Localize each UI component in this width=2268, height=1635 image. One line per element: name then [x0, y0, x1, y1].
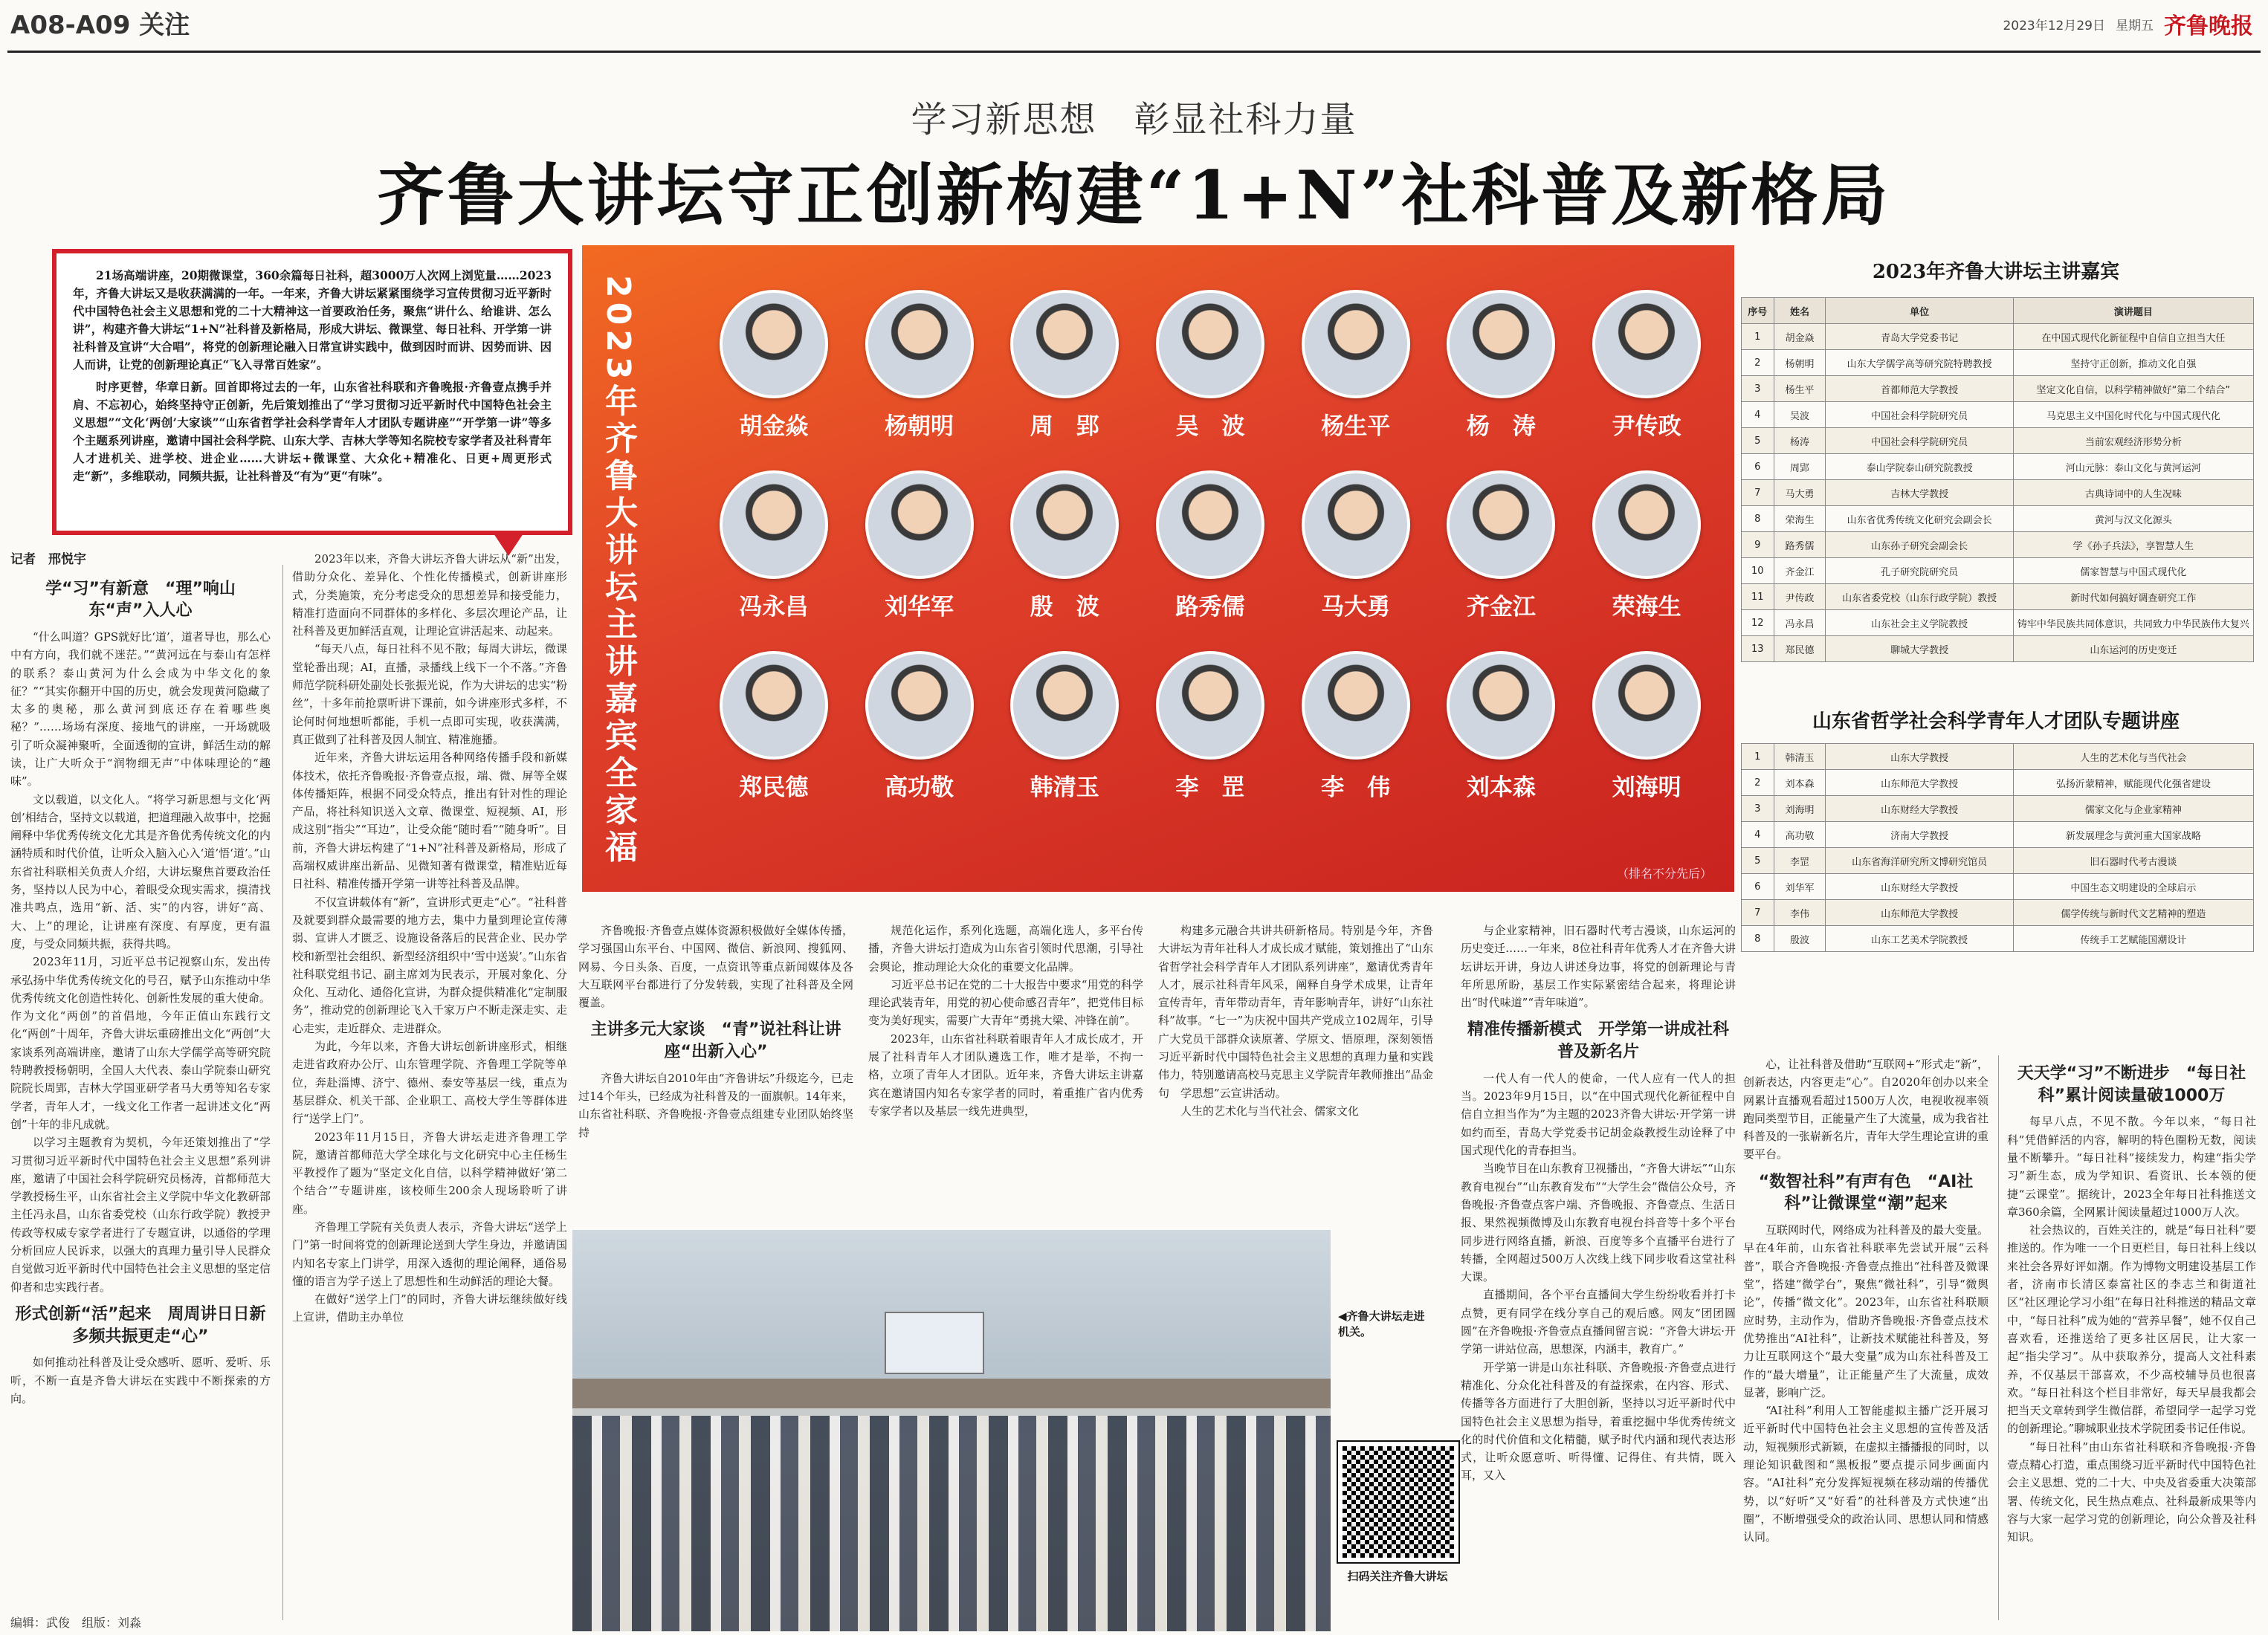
speaker-name: 杨生平 [1321, 413, 1391, 440]
speaker-name: 刘海明 [1612, 774, 1681, 801]
speakers-table [1741, 297, 2254, 662]
summary-paragraph: 21场高端讲座，20期微课堂，360余篇每日社科，超3000万人次网上浏览量……2023年，齐鲁大讲坛又是收获满满的一年。一年来，齐鲁大讲坛紧紧围绕学习宣传贯彻习近平新时代中国特色社会主义思想和党的二十大精神这一首要政治任务，聚焦“讲什么、给谁讲、怎么讲”，构建齐鲁大讲坛“1+N”社科普及新格局，形成大讲坛、微课堂、每日社科、开学第一讲社科普及宣讲“大合唱”，将党的创新理论融入日常宣讲实践中，做到因时而讲、因势而讲、因人而讲，让党的创新理论真正“飞入寻常百姓家”。 [73, 268, 552, 372]
article-column-6 [1461, 922, 1736, 1613]
speaker-card [1283, 470, 1429, 621]
paragraph: 开学第一讲是山东社科联、齐鲁晚报·齐鲁壹点进行精准化、分众化社科普及的有益探索，在内容、形式、传播等各方面进行了大胆创新，坚持以习近平新时代中国特色社会主义思想为指导，着重挖掘中华优秀传统文化的时代价值和文化精髓，赋予时代内涵和现代表达形式，让听众愿意听、听得懂、记得住、有共情，既入耳，又入 [1461, 1360, 1736, 1483]
speaker-portrait [1302, 470, 1410, 579]
speaker-card [1137, 470, 1283, 621]
speaker-portrait [1592, 470, 1701, 579]
paragraph: “每日社科”由山东省社科联和齐鲁晚报·齐鲁壹点精心打造，重点围绕习近平新时代中国特色社会主义思想、党的二十大、中央及省委重大决策部署、传统文化，民生热点难点、社科最新成果等内容与大家一起学习党的创新理论，向公众普及社科知识。 [2007, 1440, 2256, 1544]
table-cell: 坚持守正创新，推动文化自强 [2013, 350, 2253, 376]
speaker-name: 刘华军 [885, 594, 954, 621]
speaker-portrait [1302, 290, 1410, 398]
table2-title: 山东省哲学社会科学青年人才团队专题讲座 [1812, 710, 2180, 733]
table-cell: 6 [1742, 454, 1774, 480]
table-cell: 12 [1742, 610, 1774, 636]
byline: 记者 邢悦宇 [10, 552, 86, 567]
paragraph: 齐鲁晚报·齐鲁壹点媒体资源积极做好全媒体传播，学习强国山东平台、中国网、微信、新浪网、搜狐网、网易、今日头条、百度，一点资讯等重点新闻媒体及各大互联网平台都进行了分发转载，实现了社科普及全网覆盖。 [578, 924, 853, 1010]
speaker-card [992, 290, 1137, 441]
paragraph: 每早八点，不见不散。今年以来，“每日社科”凭借鲜活的内容，解明的特色圈粉无数，阅读量不断攀升。“每日社科”接续发力，构建“指尖学习”新生态，成为学知识、看资讯、长本领的便捷“云课堂”。据统计，2023全年每日社科推送文章360余篇，全网累计阅读量超过1000万人次。 [2007, 1115, 2256, 1219]
article-column-2 [292, 550, 567, 1613]
table-row [1742, 770, 2254, 796]
headline: 齐鲁大讲坛守正创新构建“1+N”社科普及新格局 [377, 156, 1891, 235]
table-cell: 8 [1742, 506, 1774, 532]
speaker-name: 荣海生 [1612, 594, 1681, 621]
photo-caption: ◀齐鲁大讲坛走进机关。 [1338, 1309, 1425, 1338]
table-cell: 济南大学教授 [1826, 822, 2013, 848]
table-cell: 刘华军 [1774, 874, 1826, 900]
table-cell: 古典诗词中的人生况味 [2013, 480, 2253, 506]
table-cell: 山东省委党校（山东行政学院）教授 [1826, 584, 2013, 610]
table-cell: 11 [1742, 584, 1774, 610]
table-cell: 山东运河的历史变迁 [2013, 636, 2253, 662]
table-row [1742, 926, 2254, 952]
article-column-7 [1743, 1055, 1988, 1613]
speaker-name: 李 伟 [1321, 774, 1391, 801]
table-cell: 山东孙子研究会副会长 [1826, 532, 2013, 558]
table-cell: 儒家文化与企业家精神 [2013, 796, 2253, 822]
speaker-portrait [1447, 651, 1555, 760]
speaker-name: 杨 涛 [1466, 413, 1536, 440]
subheading: “数智社科”有声有色 “AI社科”让微课堂“潮”起来 [1758, 1172, 1974, 1214]
table-row [1742, 402, 2254, 428]
brand-logo: 齐鲁晚报 [2164, 13, 2253, 39]
table-cell: 山东财经大学教授 [1826, 796, 2013, 822]
table-row [1742, 900, 2254, 926]
table-cell: 黄河与汉文化源头 [2013, 506, 2253, 532]
paragraph: 为此，今年以来，齐鲁大讲坛创新讲座形式，相继走进省政府办公厅、山东管理学院、齐鲁理工学院等单位，奔赴淄博、济宁、德州、泰安等基层一线，重点为基层群众、机关干部、企业职工、高校大学生等群体进行“送学上门”。 [292, 1040, 567, 1126]
summary-paragraph: 时序更替，华章日新。回首即将过去的一年，山东省社科联和齐鲁晚报·齐鲁壹点携手并肩、不忘初心，始终坚持守正创新，先后策划推出了“学习贯彻习近平新时代中国特色社会主义思想”“文化‘两创’大家谈”“山东省哲学社会科学青年人才团队专题讲座”“开学第一讲”等多个主题系列讲座，邀请中国社会科学院、山东大学、吉林大学等知名院校专家学者及社科青年人才进机关、进学校、进企业……大讲坛+微课堂、大众化+精准化、日更+周更形式走“新”，多维联动，同频共振，让社科普及“有为”更“有味”。 [73, 380, 552, 484]
table-cell: 1 [1742, 324, 1774, 350]
speaker-card [1283, 290, 1429, 441]
speaker-portrait [1156, 290, 1264, 398]
table-cell: 杨生平 [1774, 376, 1826, 402]
speaker-name: 杨朝明 [885, 413, 954, 440]
speaker-portrait [865, 651, 974, 760]
table-cell: 马大勇 [1774, 480, 1826, 506]
speaker-card [847, 290, 992, 441]
speaker-portrait [1447, 290, 1555, 398]
subheading: 学“习”有新意 “理”响山东“声”入人心 [45, 579, 236, 621]
speaker-card [847, 651, 992, 802]
table-cell: 聊城大学教授 [1826, 636, 2013, 662]
table-row [1742, 558, 2254, 584]
speaker-portrait [1010, 470, 1119, 579]
table-cell: 山东师范大学教授 [1826, 770, 2013, 796]
table-cell: 10 [1742, 558, 1774, 584]
paragraph: 习近平总书记在党的二十大报告中要求“用党的科学理论武装青年，用党的初心使命感召青年”，把党伟目标变为美好现实，需要广大青年“勇挑大梁、冲锋在前”。 [868, 977, 1143, 1028]
paragraph: 不仅宣讲载体有“新”，宣讲形式更走“心”。“社科普及就要到群众最需要的地方去，集中力量到理论宣传薄弱、宣讲人才匮乏、设施设备落后的民营企业、民办学校和新型社会组织、新型经济组织中‘雪中送炭’。”山东省社科联党组书记、副主席刘为民表示，开展对象化、分众化、互动化、通俗化宣讲，为群众提供精准化“定制服务”，推动党的创新理论飞入千家万户不断走深走实、走心走实，走近群众、走进群众。 [292, 895, 567, 1035]
paragraph: “AI社科”利用人工智能虚拟主播广泛开展习近平新时代中国特色社会主义思想的宣传普及活动，短视频形式新颖，在虚拟主播播报的同时，以理论知识截图和“黑板报”要点提示同步画面内容。“AI社科”充分发挥短视频在移动端的传播优势，以“好听”又“好看”的社科普及方式快速“出圈”，不断增强受众的政治认同、思想认同和情感认同。 [1743, 1404, 1988, 1544]
speaker-card [701, 470, 847, 621]
article-column-4 [868, 922, 1143, 1219]
paragraph: 规范化运作，系列化选题，高端化选人，多平台传播，齐鲁大讲坛打造成为山东省引领时代思潮，引导社会舆论，推动理论大众化的重要文化品牌。 [868, 924, 1143, 974]
speaker-card [701, 290, 847, 441]
issue-weekday: 星期五 [2116, 18, 2154, 33]
speaker-card [1283, 651, 1429, 802]
table-cell: 河山元脉：泰山文化与黄河运河 [2013, 454, 2253, 480]
table-cell: 山东财经大学教授 [1826, 874, 2013, 900]
speaker-portrait [720, 290, 828, 398]
table-row [1742, 506, 2254, 532]
table-cell: 5 [1742, 848, 1774, 874]
speaker-portrait [865, 290, 974, 398]
table-cell: 7 [1742, 480, 1774, 506]
speaker-name: 周 郢 [1030, 413, 1099, 440]
speaker-card [1574, 290, 1719, 441]
speakers-banner [582, 245, 1734, 892]
table-cell: 人生的艺术化与当代社会 [2013, 744, 2253, 770]
table-cell: 山东省海洋研究所文博研究馆员 [1826, 848, 2013, 874]
paragraph: 近年来，齐鲁大讲坛运用各种网络传播手段和新媒体技术，依托齐鲁晚报·齐鲁壹点报，端、微、屏等全媒体传播矩阵，根据不同受众特点，推出有针对性的理论产品，将社科知识送入文章、微课堂、短视频、AI，形成这别“指尖”“耳边”，让受众能“随时看”“随身听”。目前，齐鲁大讲坛构建了“1+N”社科普及新格局，形成了高端权威讲座出新品、见微知著有微课堂，精准贴近每日社科、精准传播开学第一讲等社科普及品牌。 [292, 751, 567, 891]
speaker-card [1574, 470, 1719, 621]
speaker-portrait [720, 651, 828, 760]
paragraph: 2023年11月，习近平总书记视察山东，发出传承弘扬中华优秀传统文化的号召，赋予山东推动中华优秀传统文化创造性转化、创新性发展的重大使命。作为文化“两创”的首倡地，今年正值山东践行文化“两创”十周年，齐鲁大讲坛重磅推出文化“两创”大家谈系列高端讲座，邀请了山东大学儒学高等研究院特聘教授杨朝明，全国人大代表、泰山学院泰山研究院院长周郢，吉林大学国亚研学者马大勇等知名专家学者，青年人才，一线文化工作者一起讲述文化“两创”十年的非凡成就。 [10, 955, 271, 1131]
table-cell: 孔子研究院研究员 [1826, 558, 2013, 584]
table-cell: 学《孙子兵法》，享智慧人生 [2013, 532, 2253, 558]
speaker-name: 尹传政 [1612, 413, 1681, 440]
table-cell: 中国社会科学院研究员 [1826, 428, 2013, 454]
table-cell: 刘海明 [1774, 796, 1826, 822]
table-row [1742, 796, 2254, 822]
table-header: 演讲题目 [2013, 298, 2253, 324]
table-cell: 泰山学院泰山研究院教授 [1826, 454, 2013, 480]
table-row [1742, 532, 2254, 558]
speaker-card [1429, 470, 1574, 621]
masthead [2003, 7, 2253, 40]
table-cell: 吉林大学教授 [1826, 480, 2013, 506]
table-cell: 2 [1742, 770, 1774, 796]
table-cell: 山东师范大学教授 [1826, 900, 2013, 926]
table-cell: 山东大学教授 [1826, 744, 2013, 770]
subheading: 天天学“习”不断进步 “每日社科”累计阅读量破1000万 [2017, 1064, 2246, 1105]
table-cell: 殷波 [1774, 926, 1826, 952]
section-label: A08-A09 关注 [10, 10, 190, 40]
table-cell: 李伟 [1774, 900, 1826, 926]
table-cell: 周郢 [1774, 454, 1826, 480]
paragraph: “每天八点，每日社科不见不散；每周大讲坛，微课堂轮番出现；AI，直播，录播线上线下一个不落。”齐鲁师范学院科研处副处长张振光说，作为大讲坛的忠实“粉丝”，十多年前抢票听讲下课前，如今讲座形式多样，不论何时何地想听都能，手机一点即可实现，收获满满，真正做到了社科普及因人制宜、精准施播。 [292, 642, 567, 746]
table-cell: 5 [1742, 428, 1774, 454]
paragraph: 齐鲁大讲坛自2010年由“齐鲁讲坛”升级迄今，已走过14个年头，已经成为社科普及的一面旗帜。14年来，山东省社科联、齐鲁晚报·齐鲁壹点组建专业团队始终坚持 [578, 1071, 853, 1139]
summary-box [52, 249, 572, 535]
table-cell: 山东大学儒学高等研究院特聘教授 [1826, 350, 2013, 376]
speaker-name: 冯永昌 [739, 594, 809, 621]
speaker-card [1429, 651, 1574, 802]
table-header: 姓名 [1774, 298, 1826, 324]
table-cell: 杨朝明 [1774, 350, 1826, 376]
table-cell: 郑民德 [1774, 636, 1826, 662]
subheading: 主讲多元大家谈 “青”说社科让讲座“出新入心” [590, 1020, 841, 1062]
table-cell: 中国社会科学院研究员 [1826, 402, 2013, 428]
speaker-name: 李 罡 [1175, 774, 1245, 801]
speaker-card [1137, 651, 1283, 802]
paragraph: 以学习主题教育为契机，今年还策划推出了“学习贯彻习近平新时代中国特色社会主义思想”系列讲座，邀请了中国社会科学院研究员杨涛，首都师范大学教授杨生平，山东省社会主义学院中华文化教研部主任冯永昌，山东省委党校（山东行政学院）教授尹传政等权威专家学者进行了专题宣讲，以通俗的学理分析回应人民诉求，以强大的真理力量引导人民群众自觉做习近平新时代中国特色社会主义思想的坚定信仰者和忠实践行者。 [10, 1136, 271, 1294]
table-cell: 韩清玉 [1774, 744, 1826, 770]
paragraph: 2023年11月15日，齐鲁大讲坛走进齐鲁理工学院，邀请首都师范大学全球化与文化研究中心主任杨生平教授作了题为“坚定文化自信，以科学精神做好‘第二个结合’”专题讲座，该校师生200余人现场聆听了讲座。 [292, 1130, 567, 1216]
kicker: 学习新思想 彰显社科力量 [911, 99, 1357, 140]
table-row [1742, 610, 2254, 636]
speaker-portrait [1592, 290, 1701, 398]
paragraph: 文以载道，以文化人。“将学习新思想与文化‘两创’相结合，坚持文以载道，把道理融入故事中，挖掘阐释中华优秀传统文化尤其是齐鲁优秀传统文化的内涵特质和时代价值，让听众入脑入心入‘道’悟‘道’。”山东省社科联相关负责人介绍，大讲坛聚焦首要政治任务，坚持以人民为中心，着眼受众现实需求，摸清找准共鸣点，选用“新、活、实”的内容，讲好“高、大、上”的理论，让讲座有深度、有厚度，更有温度，与受众同频共振，获得共鸣。 [10, 792, 271, 951]
speaker-grid [701, 290, 1719, 802]
speaker-portrait [1592, 651, 1701, 760]
speaker-card [1574, 651, 1719, 802]
table-cell: 杨涛 [1774, 428, 1826, 454]
table-cell: 4 [1742, 822, 1774, 848]
table-cell: 山东工艺美术学院教授 [1826, 926, 2013, 952]
speaker-portrait [1156, 651, 1264, 760]
table-cell: 4 [1742, 402, 1774, 428]
speaker-name: 吴 波 [1175, 413, 1245, 440]
table-row [1742, 744, 2254, 770]
table-cell: 8 [1742, 926, 1774, 952]
table-row [1742, 874, 2254, 900]
subheading: 精准传播新模式 开学第一讲成社科普及新名片 [1467, 1020, 1729, 1062]
paragraph: 齐鲁理工学院有关负责人表示，齐鲁大讲坛“送学上门”第一时间将党的创新理论送到大学生身边，并邀请国内知名专家上门讲学，用深入透彻的理论阐释，通俗易懂的语言为学子送上了思想性和生动鲜活的理论大餐。 [292, 1220, 567, 1288]
editor-credit: 编辑：武俊 组版：刘淼 [10, 1616, 142, 1630]
qr-caption: 扫码关注齐鲁大讲坛 [1347, 1570, 1448, 1583]
table-cell: 首都师范大学教授 [1826, 376, 2013, 402]
table-cell: 山东省优秀传统文化研究会副会长 [1826, 506, 2013, 532]
table-cell: 山东社会主义学院教授 [1826, 610, 2013, 636]
speaker-portrait [1010, 651, 1119, 760]
table-cell: 3 [1742, 796, 1774, 822]
speaker-card [1137, 290, 1283, 441]
issue-date: 2023年12月29日 [2003, 18, 2105, 33]
banner-note: （排名不分先后） [1616, 867, 1712, 881]
speaker-name: 郑民德 [739, 774, 809, 801]
table-cell: 6 [1742, 874, 1774, 900]
table-row [1742, 454, 2254, 480]
table-cell: 旧石器时代考古漫谈 [2013, 848, 2253, 874]
table-cell: 新时代如何搞好调查研究工作 [2013, 584, 2253, 610]
table-cell: 青岛大学党委书记 [1826, 324, 2013, 350]
header-rule [7, 51, 2261, 53]
banner-title: 2023年齐鲁大讲坛主讲嘉宾全家福 [599, 275, 637, 867]
article-column-3 [578, 922, 853, 1219]
table1-title: 2023年齐鲁大讲坛主讲嘉宾 [1872, 261, 2120, 283]
speaker-portrait [1447, 470, 1555, 579]
paragraph: 人生的艺术化与当代社会、儒家文化 [1180, 1104, 1360, 1118]
paragraph: 互联网时代，网络成为社科普及的最大变量。早在4年前，山东省社科联率先尝试开展“云科普”，联合齐鲁晚报·齐鲁壹点推出“社科普及微课堂”，搭建“微学台”，聚焦“微社科”，引导“微舆论”，传播“微文化”。2023年，山东省社科联顺应时势，主动作为，借助齐鲁晚报·齐鲁壹点技术优势推出“AI社科”，让新技术赋能社科普及，努力让互联网这个“最大变量”成为山东社科普及工作的“最大增量”，让正能量产生了大流量，成效显著，影响广泛。 [1743, 1223, 1988, 1399]
table-cell: 刘本森 [1774, 770, 1826, 796]
speaker-name: 马大勇 [1321, 594, 1391, 621]
table-cell: 传统手工艺赋能国潮设计 [2013, 926, 2253, 952]
paragraph: 构建多元融合共讲共研新格局。特别是今年，齐鲁大讲坛为青年社科人才成长成才赋能，策划推出了“山东省哲学社会科学青年人才团队系列讲座”，邀请优秀青年人才，展示社科青年风采，阐释自身学术成果，让青年宣传青年，青年带动青年，青年影响青年，讲好“山东社科”故事。“七一”为庆祝中国共产党成立102周年，引导广大党员干部群众读原著、学原文、悟原理，深刻领悟习近平新时代中国特色社会主义思想的真理力量和实践伟力，特别邀请高校马克思主义学院青年教师推出“品金句 学思想”云宣讲活动。 [1158, 924, 1433, 1100]
qr-code[interactable] [1338, 1442, 1458, 1562]
table-cell: 在中国式现代化新征程中自信自立担当大任 [2013, 324, 2253, 350]
paragraph: 在做好“送学上门”的同时，齐鲁大讲坛继续做好线上宣讲，借助主办单位 [292, 1292, 567, 1324]
table-row [1742, 584, 2254, 610]
table-cell: 9 [1742, 532, 1774, 558]
table-row [1742, 822, 2254, 848]
table-cell: 胡金焱 [1774, 324, 1826, 350]
paragraph: 2023年，山东省社科联着眼青年人才成长成才，开展了社科青年人才团队遴选工作，唯才是举，不拘一格，立项了青年人才团队。近年来，齐鲁大讲坛主讲嘉宾在邀请国内知名专家学者的同时，着重推广省内优秀专家学者以及基层一线先进典型， [868, 1032, 1143, 1118]
table-row [1742, 480, 2254, 506]
table-cell: 儒家智慧与中国式现代化 [2013, 558, 2253, 584]
paragraph: 直播期间，各个平台直播间大学生纷纷收看并打卡点赞，更有同学在线分享自己的观后感。网友“团团圆圆”在齐鲁晚报·齐鲁壹点直播间留言说：“齐鲁大讲坛·开学第一讲站位高，思想深，内涵丰，教育广。” [1461, 1288, 1736, 1356]
table-cell: 尹传政 [1774, 584, 1826, 610]
speaker-name: 韩清玉 [1030, 774, 1099, 801]
table-cell: 1 [1742, 744, 1774, 770]
speaker-name: 刘本森 [1466, 774, 1536, 801]
table-cell: 儒学传统与新时代文艺精神的塑造 [2013, 900, 2253, 926]
table-cell: 13 [1742, 636, 1774, 662]
table-cell: 路秀儒 [1774, 532, 1826, 558]
subheading: 形式创新“活”起来 周周讲日日新多频共振更走“心” [15, 1304, 266, 1346]
table-cell: 新发展理念与黄河重大国家战略 [2013, 822, 2253, 848]
speaker-name: 胡金焱 [739, 413, 809, 440]
paragraph: “什么叫道？GPS就好比‘道’，道者导也，那么心中有方向，我们就不迷茫。”“黄河远在与泰山有怎样的联系？泰山黄河为什么会成为中华文化的象征？”“其实你翻开中国的历史，就会发现黄河隐藏了太多的奥秘，那么黄河到底还存在着哪些奥秘？”……场场有深度、接地气的讲座，一开场就吸引了听众凝神聚听，全面透彻的宣讲，鲜活生动的解读，让广大听众于“润物细无声”中体味理论的“趣味”。 [10, 629, 271, 789]
table-row [1742, 848, 2254, 874]
table-row [1742, 428, 2254, 454]
paragraph: 社会热议的，百姓关注的，就是“每日社科”要推送的。作为唯一一个日更栏目，每日社科上线以来社会各界好评如潮。作为博物文明建设基层工作者，济南市长清区泰富社区的李志兰和街道社区“社区理论学习小组”在每日社科推送的精品文章中，“每日社科”成为她的“营养早餐”，她不仅自己喜欢看，还推送给了更多社区居民，让大家一起“指尖学习”。从中获取养分，提高人文社科素养，不仅基层干部喜欢，不少高校辅导员也很喜欢。“每日社科这个栏目非常好，每天早晨我都会把当天文章转到学生微信群，希望同学一起学习党的创新理论。”聊城职业技术学院团委书记任伟说。 [2007, 1223, 2256, 1436]
paragraph: 与企业家精神，旧石器时代考古漫谈，山东运河的历史变迁……一年来，8位社科青年优秀人才在齐鲁大讲坛讲坛开讲，身边人讲述身边事，将党的创新理论与青年所思所盼，基层工作实际紧密结合起来，将理论讲出“时代味道”“青年味道”。 [1461, 924, 1736, 1010]
stage [572, 1379, 1331, 1408]
table-row [1742, 350, 2254, 376]
paragraph: 2023年以来，齐鲁大讲坛齐鲁大讲坛从“新”出发，借助分众化、差异化、个性化传播模式，创新讲座形式，分类施策，充分考虑受众的思想差异和接受能力，精准打造面向不同群体的多样化、多层次理论产品，让社科普及更加鲜活直观，让理论宣讲活起来、动起来。 [292, 552, 567, 638]
youth-talent-table [1741, 743, 2254, 952]
speaker-portrait [1302, 651, 1410, 760]
speaker-card [847, 470, 992, 621]
projection-screen [885, 1312, 984, 1374]
table-header: 单位 [1826, 298, 2013, 324]
table-cell: 李罡 [1774, 848, 1826, 874]
table-cell: 当前宏观经济形势分析 [2013, 428, 2253, 454]
article-column-8 [2007, 1055, 2256, 1613]
table-cell: 铸牢中华民族共同体意识，共同致力中华民族伟大复兴 [2013, 610, 2253, 636]
speaker-card [992, 651, 1137, 802]
speaker-name: 齐金江 [1466, 594, 1536, 621]
table-cell: 坚定文化自信，以科学精神做好“第二个结合” [2013, 376, 2253, 402]
lecture-photo [572, 1230, 1331, 1631]
table-cell: 冯永昌 [1774, 610, 1826, 636]
speaker-portrait [865, 470, 974, 579]
speaker-card [701, 651, 847, 802]
speaker-card [1429, 290, 1574, 441]
article-column-5 [1158, 922, 1433, 1226]
table-cell: 齐金江 [1774, 558, 1826, 584]
speaker-portrait [720, 470, 828, 579]
table-row [1742, 376, 2254, 402]
paragraph: 心，让社科普及借助“互联网+”形式走“新”，创新表达，内容更走“心”。自2020年创办以来全网累计直播观看超过1500万人次，电视收视率领跑同类型节目，正能量产生了大流量，成为我省社科普及的一张崭新名片，青年大学生理论宣讲的重要平台。 [1743, 1058, 1988, 1162]
table-cell: 中国生态文明建设的全球启示 [2013, 874, 2253, 900]
table-row [1742, 324, 2254, 350]
column-divider [1998, 1055, 1999, 1620]
table-cell: 3 [1742, 376, 1774, 402]
table-cell: 7 [1742, 900, 1774, 926]
table-row [1742, 636, 2254, 662]
column-divider [282, 565, 283, 1620]
speaker-card [992, 470, 1137, 621]
paragraph: 如何推动社科普及让受众感听、愿听、爱听、乐听，不断一直是齐鲁大讲坛在实践中不断探索的方向。 [10, 1356, 271, 1405]
table-cell: 弘扬沂蒙精神，赋能现代化强省建设 [2013, 770, 2253, 796]
paragraph: 当晚节目在山东教育卫视播出，“齐鲁大讲坛”“山东教育电视台”“山东教育发布”“大学生会”微信公众号，齐鲁晚报·齐鲁壹点客户端、齐鲁晚报、齐鲁壹点、生活日报、果然视频微博及山东教育电视台抖音等十多个平台同步进行网络直播，新浪、百度等多个直播平台进行了转播，全网超过500万人次线上线下同步收看这堂社科大课。 [1461, 1162, 1736, 1284]
table-cell: 荣海生 [1774, 506, 1826, 532]
speaker-name: 高功敬 [885, 774, 954, 801]
speaker-portrait [1156, 470, 1264, 579]
audience [572, 1416, 1331, 1631]
article-column-1 [10, 550, 271, 1613]
speaker-name: 路秀儒 [1175, 594, 1245, 621]
table-cell: 高功敬 [1774, 822, 1826, 848]
table-cell: 马克思主义中国化时代化与中国式现代化 [2013, 402, 2253, 428]
speaker-name: 殷 波 [1030, 594, 1099, 621]
table-cell: 2 [1742, 350, 1774, 376]
speaker-portrait [1010, 290, 1119, 398]
table-header: 序号 [1742, 298, 1774, 324]
paragraph: 一代人有一代人的使命，一代人应有一代人的担当。2023年9月15日，以“在中国式现代化新征程中自信自立担当作为”为主题的2023齐鲁大讲坛·开学第一讲如约而至，青岛大学党委书记胡金焱教授生动诠释了中国式现代化的青春担当。 [1461, 1071, 1736, 1158]
table-cell: 吴波 [1774, 402, 1826, 428]
